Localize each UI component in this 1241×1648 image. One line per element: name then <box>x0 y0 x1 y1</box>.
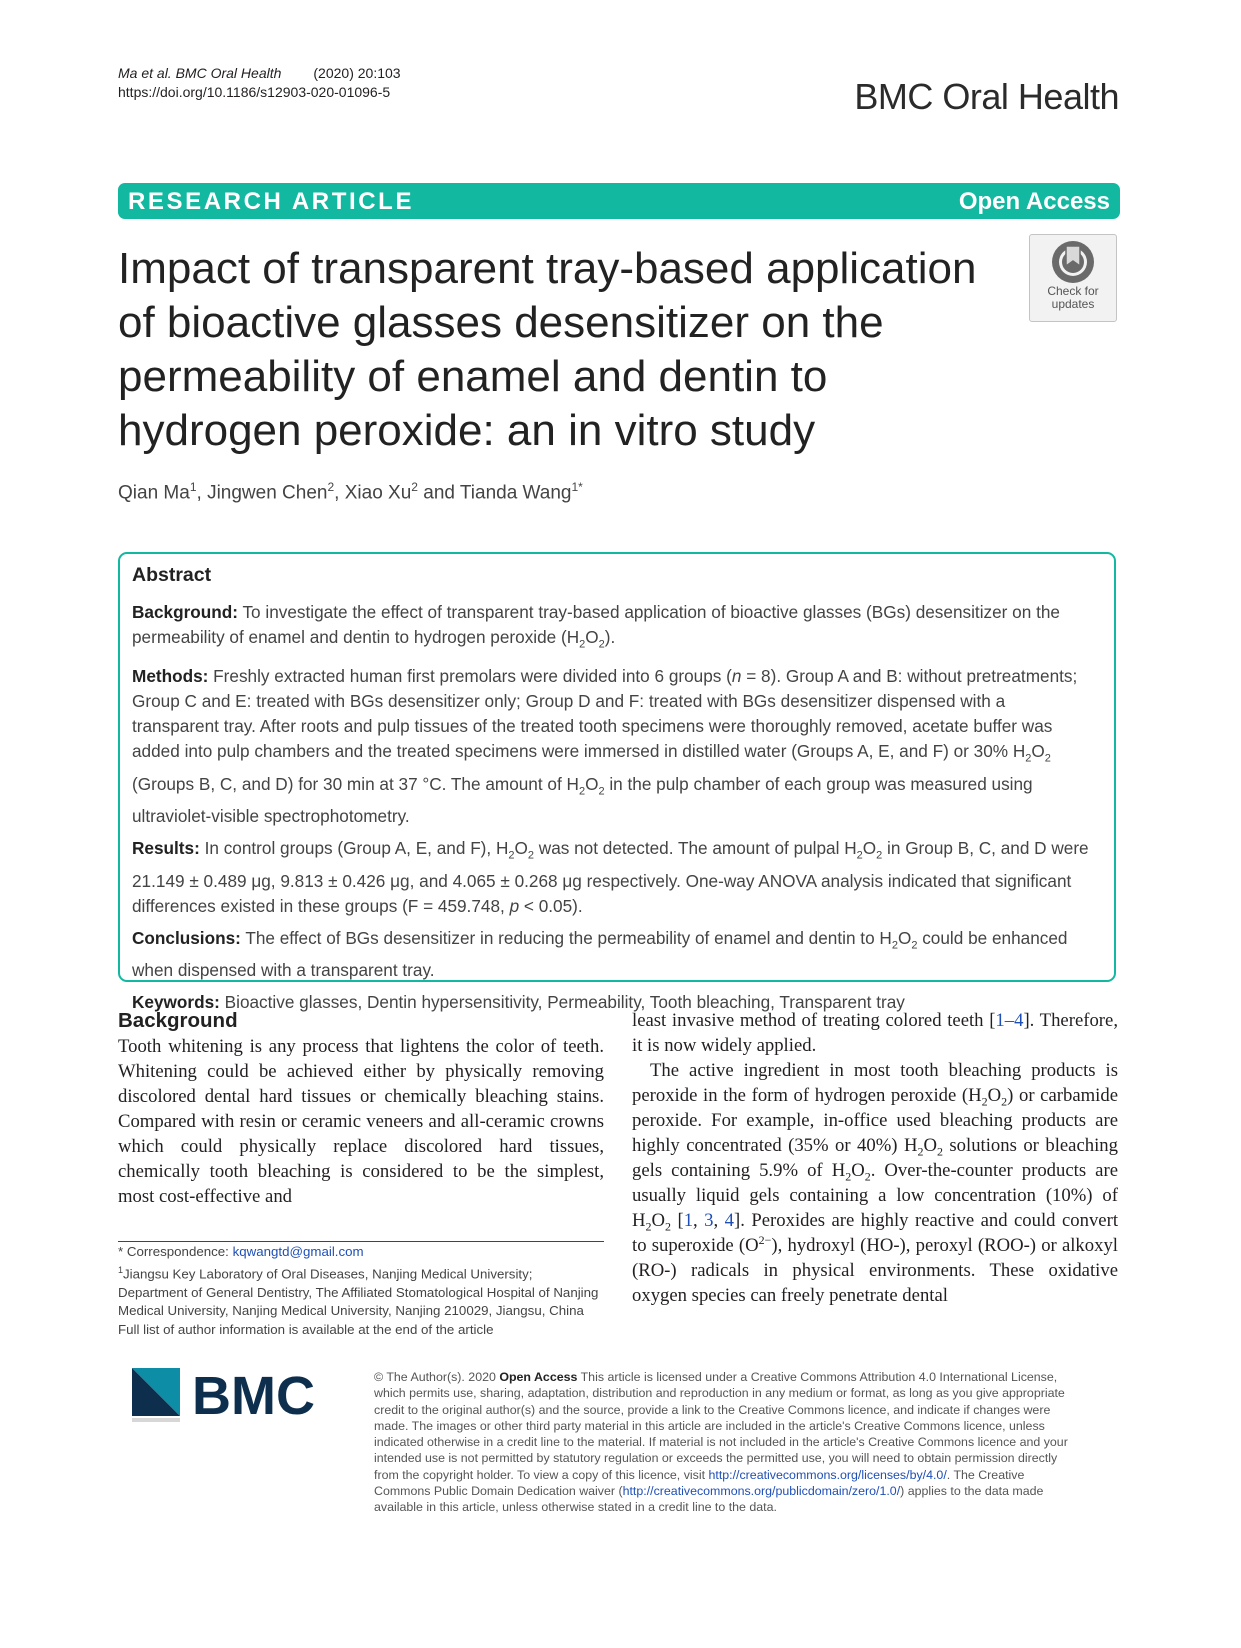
reference-link[interactable]: 4 <box>724 1210 734 1231</box>
abstract-box <box>118 552 1116 1013</box>
author-name[interactable]: Qian Ma <box>118 482 190 504</box>
correspondence-email-link[interactable]: kqwangtd@gmail.com <box>232 1244 364 1259</box>
article-title: Impact of transparent tray-based application of bioactive glasses desensitizer on the permeability of enamel and dentin to hydrogen peroxide: an in vitro study <box>118 244 977 455</box>
author-affiliation: 2 <box>327 480 335 494</box>
abstract-conclusions: Conclusions: The effect of BGs desensitizer in reducing the permeability of enamel and dentin to $H_2O_2$ could be enhanced when dispensed with a transparent tray. <box>132 927 1068 981</box>
license-text <box>374 1369 1080 1516</box>
author-affiliation: 2 <box>411 480 418 494</box>
reference-link[interactable]: 1–4 <box>995 1010 1024 1031</box>
abstract-conclusions-label: Conclusions: <box>132 927 241 948</box>
bmc-logo <box>132 1368 348 1424</box>
keywords-text: Bioactive glasses, Dentin hypersensitivity, Permeability, Tooth bleaching, Transparent tray <box>224 992 905 1013</box>
body-column-right <box>632 1008 1118 1308</box>
abstract-results: Results: In control groups (Group A, E, and F), $H_2O_2$ was not detected. The amount of pulpal $H_2O_2$ in Group B, C, and D were 21.149 ± 0.489 μg, 9.813 ± 0.426 μg, and 4.065 ± 0.268 μg respectively. One-way ANOVA analysis indicated that significant differences existed in these groups (F = 459.748, p < 0.05). <box>132 838 1089 916</box>
background-heading: Background <box>118 1009 238 1032</box>
reference-link[interactable]: 1 <box>683 1210 694 1231</box>
body-paragraph: The active ingredient in most tooth bleaching products is peroxide in the form of hydrogen peroxide $(H_2O_2)$ or carbamide peroxide. For example, in-office used bleaching products are highly concentrated (35% or 40%) $H_2O_2$ solutions or bleaching gels containing 5.9% of $H_2O_2$. Over-the-counter products are usually liquid gels containing a low concentration (10%) of $H_2O_2$ [1, 3, 4]. Peroxides are highly reactive and could convert to superoxide $(O^{2-})$, hydroxyl (HO-), peroxyl (ROO-) or alkoxyl (RO-) radicals in physical environments. These oxidative oxygen species can freely penetrate dental <box>632 1060 1119 1306</box>
author-info-note: Full list of author information is available at the end of the article <box>118 1321 494 1337</box>
author-affiliation: 1* <box>571 480 583 494</box>
author-list: Qian Ma$^1$, Jingwen Chen$^2$, Xiao Xu$^2$ and Tianda Wang$^{1*}$ <box>118 480 583 504</box>
license-body-3: ) applies to the data made available in this article, unless otherwise stated in a credit line to the data. <box>374 1484 1044 1515</box>
author-affiliation: 1 <box>189 480 197 494</box>
license-body-1: This article is licensed under a Creative Commons Attribution 4.0 International License, which permits use, sharing, adaptation, distribution and reproduction in any medium or format, as long as you give appropriate credit to the original author(s) and the source, provide a link to the Creative Commons licence, and indicate if changes were made. The images or other third party material in this article are included in the article's Creative Commons licence, unless indicated otherwise in a credit line to the material. If material is not included in the article's Creative Commons licence and your intended use is not permitted by statutory regulation or exceeds the permitted use, you will need to obtain permission directly from the copyright holder. To view a copy of this licence, visit <box>374 1370 1068 1482</box>
doi-link[interactable]: https://doi.org/10.1186/s12903-020-01096-5 <box>118 84 391 100</box>
citation-journal: Ma et al. BMC Oral Health <box>118 65 282 81</box>
footnote-divider <box>118 1241 604 1242</box>
license-open-access: Open Access <box>499 1370 578 1384</box>
footnotes <box>118 1243 604 1339</box>
abstract-background-label: Background: <box>132 602 238 622</box>
citation-line <box>118 64 401 83</box>
correspondence-line <box>118 1243 604 1261</box>
abstract-methods: Methods: Freshly extracted human first premolars were divided into 6 groups (n = 8). Group A and B: without pretreatments; Group C and E: treated with BGs desensitizer only; Group D and F: treated with BGs desensitizer dispensed with a transparent tray. After roots and pulp tissues of the treated tooth specimens were thoroughly removed, acetate buffer was added into pulp chambers and the treated specimens were immersed in distilled water (Groups A, E, and F) or 30% $H_2O_2$ (Groups B, C, and D) for 30 min at 37 °C. The amount of $H_2O_2$ in the pulp chamber of each group was measured using ultraviolet-visible spectrophotometry. <box>132 666 1078 827</box>
license-url-link[interactable]: http://creativecommons.org/licenses/by/4.0/ <box>708 1467 947 1482</box>
check-for-updates-badge[interactable] <box>1029 234 1117 322</box>
abstract-methods-label: Methods: <box>132 666 209 687</box>
author-name[interactable]: Jingwen Chen <box>207 482 328 504</box>
abstract-body <box>132 600 1096 1022</box>
author-name[interactable]: Xiao Xu <box>344 482 412 504</box>
body-paragraph: Tooth whitening is any process that lightens the color of teeth. Whitening could be achieved either by physically removing discolored dental hard tissues or chemically bleaching stains. Compared with resin or ceramic veneers and all-ceramic crowns which could physically replace discolored hard tissues, chemically tooth bleaching is considered to be the simplest, most cost-effective and <box>118 1036 604 1207</box>
abstract-heading: Abstract <box>132 564 212 586</box>
author-name[interactable]: Tianda Wang <box>459 482 572 504</box>
bookmark-circle-icon <box>1051 240 1095 284</box>
body-paragraph: least invasive method of treating colored teeth [1–4]. Therefore, it is now widely applied. <box>632 1010 1118 1056</box>
public-domain-url-link[interactable]: http://creativecommons.org/publicdomain/zero/1.0/ <box>622 1484 901 1499</box>
article-type-banner <box>118 183 1120 219</box>
license-body-2: . The Creative Commons Public Domain Dedication waiver ( <box>374 1467 1025 1499</box>
abstract-results-label: Results: <box>132 838 200 859</box>
abstract-background: Background: To investigate the effect of transparent tray-based application of bioactive glasses (BGs) desensitizer on the permeability of enamel and dentin to hydrogen peroxide $(H_2O_2)$. <box>132 602 1060 651</box>
bmc-logo-text: BMC <box>192 1368 315 1424</box>
correspondence-label: * Correspondence: <box>118 1244 229 1259</box>
open-access-label: Open Access <box>958 188 1110 215</box>
article-type-label: RESEARCH ARTICLE <box>128 188 415 215</box>
body-column-left <box>118 1008 604 1209</box>
affiliation-line: $^1$Jiangsu Key Laboratory of Oral Diseases, Nanjing Medical University; Department of General Dentistry, The Affiliated Stomatological Hospital of Nanjing Medical University, Nanjing Medical University, Nanjing 210029, Jiangsu, China <box>118 1265 599 1319</box>
citation-block <box>118 64 401 102</box>
affiliation-text: Jiangsu Key Laboratory of Oral Diseases, Nanjing Medical University; Department of General Dentistry, The Affiliated Stomatological Hospital of Nanjing Medical University, Nanjing Medical University, Nanjing 210029, Jiangsu, China <box>118 1266 599 1319</box>
check-for-updates-label: Check for updates <box>1047 284 1099 311</box>
copyright-text: © The Author(s). 2020 <box>374 1370 496 1384</box>
citation-year: (2020) 20:103 <box>313 65 401 81</box>
reference-link[interactable]: 3 <box>704 1210 714 1231</box>
journal-name: BMC Oral Health <box>854 76 1119 117</box>
abstract-keywords-label: Keywords: <box>132 992 220 1013</box>
